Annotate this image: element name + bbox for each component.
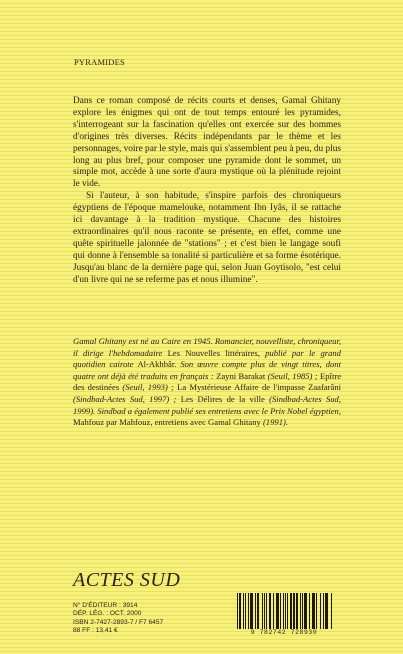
barcode-bar — [296, 593, 297, 629]
bio-text-2: Les Nouvelles littéraires, — [167, 347, 260, 358]
barcode-bar — [285, 593, 286, 629]
barcode-bar — [291, 593, 292, 629]
barcode-bar — [252, 593, 253, 629]
publisher-logo: ACTES SUD — [73, 569, 181, 591]
bio-text-13: (Sindbad-Actes Sud, 1999). Sindbad a également publié ses entretiens avec le Prix Nobel égyptien, — [73, 393, 342, 416]
bio-text-7: (Seuil, 1985) ; — [265, 370, 321, 381]
barcode-bar — [314, 593, 315, 629]
summary-paragraph-1: Dans ce roman composé de récits courts et denses, Gamal Ghitany explore les énigmes qui ont de tout temps entouré les pyramides, s'interrogeant sur la fascination qu'elles ont exercée sur des hommes d'origines très diverses. Récits indépendants par le thème et les personnages, voire par le style, mais qui s'assemblent peu à peu, du plus long au plus bref, pour composer une pyramide dont le sommet, un simple mot, accède à une sorte d'aura mystique où la plénitude rejoint le vide. — [73, 96, 341, 190]
barcode-bar — [250, 593, 251, 629]
barcode-bar — [294, 593, 295, 629]
barcode-bar — [300, 593, 301, 629]
barcode-bar — [277, 593, 278, 629]
barcode-bar — [273, 593, 274, 629]
barcode-digits: 9 782742 728930 — [250, 629, 318, 636]
price: 88 FF : 13,41 € — [73, 626, 118, 634]
barcode-bar — [316, 593, 317, 629]
series-title: PYRAMIDES — [74, 57, 125, 67]
barcode-bar — [326, 593, 327, 629]
barcode-bar — [276, 593, 277, 629]
bio-text-15: (1991). — [260, 417, 289, 428]
barcode-bar — [306, 593, 307, 629]
barcode-bar — [269, 593, 270, 629]
bio-text-1: Gamal Ghitany est né au Caire en 1945. Romancier, nouvelliste, chroniqueur, il dirige l'hebdomadaire — [73, 336, 341, 358]
bio-text-8: Epître des destinées — [73, 370, 342, 393]
barcode-bar — [313, 593, 314, 629]
legal-deposit: DÉP. LÉG. : OCT. 2000 — [73, 610, 142, 618]
barcode-bar — [331, 593, 332, 629]
barcode-bar — [257, 593, 258, 629]
isbn: ISBN 2-7427-2893-7 / F7 6457 — [73, 618, 164, 626]
barcode-bar — [240, 593, 241, 629]
barcode-bar — [255, 593, 256, 629]
barcode — [235, 593, 333, 641]
barcode-bar — [245, 593, 246, 629]
editor-number: N° D'ÉDITEUR : 3914 — [73, 602, 138, 609]
barcode-bar — [280, 593, 281, 629]
bio-text-11: (Sindbad-Actes Sud, 1997) ; — [73, 393, 181, 404]
bio-text-5: Son œuvre compte plus de vingt titres, dont quatre ont déjà été traduits en français : — [73, 359, 341, 381]
bio-text-4: Al-Akhbâr. — [137, 359, 177, 370]
barcode-bar — [290, 593, 291, 629]
back-cover-summary — [73, 96, 341, 287]
barcode-bar — [302, 593, 303, 629]
barcode-bar — [287, 593, 288, 629]
bio-text-10: La Mystérieuse Affaire de l'impasse Zaafarâni — [177, 382, 342, 393]
barcode-bar — [312, 593, 313, 629]
bio-text-12: Les Délires de la ville — [180, 393, 265, 404]
barcode-bar — [327, 593, 328, 629]
barcode-bar — [278, 593, 279, 629]
barcode-bar — [323, 593, 324, 629]
barcode-bar — [320, 593, 321, 629]
barcode-bar — [264, 593, 265, 629]
barcode-bar — [248, 593, 249, 629]
summary-paragraph-2: Si l'auteur, à son habitude, s'inspire parfois des chroniqueurs égyptiens de l'époque mamelouke, notamment Ibn Iyâs, il se rattache ici davantage à la tradition mystique. Chacune des histoires extraordinaires qu'il nous raconte se présente, en effet, comme une quête spirituelle jalonnée de "stations" ; et c'est bien le langage soufi qui donne à l'ensemble sa tonalité si particulière et sa forme ésotérique. Jusqu'au blanc de la dernière page qui, selon Juan Goytisolo, "est celui d'un livre qui ne se referme pas et nous illumine". — [73, 191, 341, 285]
barcode-bar — [262, 593, 263, 629]
barcode-bar — [237, 593, 238, 629]
barcode-bar — [304, 593, 305, 629]
barcode-bar — [251, 593, 252, 629]
barcode-bar — [293, 593, 294, 629]
bio-text-6: Zayni Barakat — [216, 370, 266, 381]
bio-text-9: (Seuil, 1993) ; — [119, 382, 178, 393]
bio-text-3: publié par le grand quotidien cairote — [73, 347, 341, 370]
publication-info — [73, 602, 163, 635]
barcode-bar — [239, 593, 240, 629]
barcode-bar — [325, 593, 326, 629]
barcode-bar — [309, 593, 310, 629]
barcode-bar — [258, 593, 259, 629]
barcode-bar — [270, 593, 271, 629]
barcode-bars — [235, 593, 333, 633]
barcode-bar — [283, 593, 284, 629]
bio-text-14: Mahfouz par Mahfouz, entretiens avec Gamal Ghitany — [73, 417, 261, 428]
author-bio — [73, 336, 341, 429]
barcode-bar — [243, 593, 244, 629]
barcode-bar — [297, 593, 298, 629]
barcode-bar — [305, 593, 306, 629]
barcode-bar — [266, 593, 267, 629]
